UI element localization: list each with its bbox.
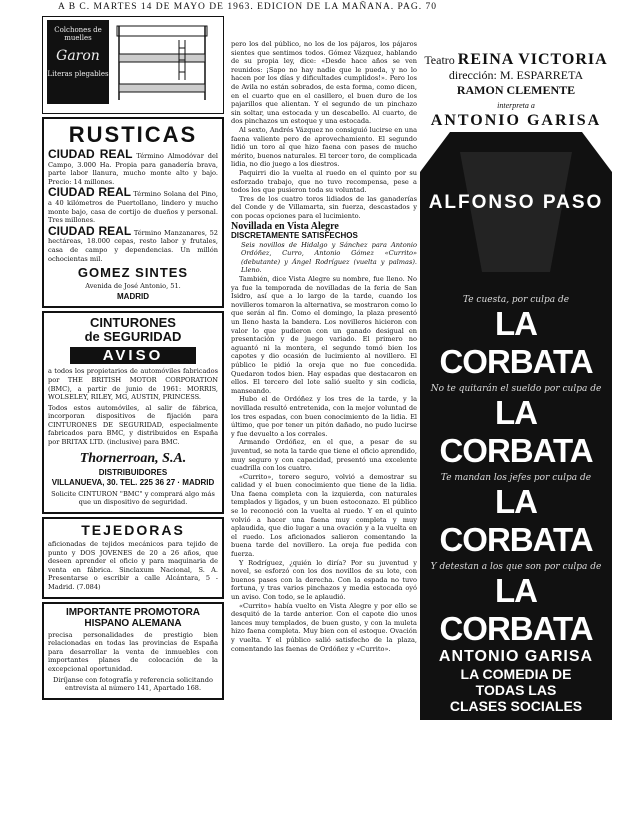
rusticas-place: CIUDAD REAL [48,223,132,238]
tagline: Te cuesta, por culpa de [462,295,570,305]
rusticas-address: Avenida de José Antonio, 51. [85,282,181,291]
left-ads-column [42,16,224,703]
theatre-title: REINA VICTORIA [457,51,608,68]
actor-footer: ANTONIO GARISA [438,648,594,665]
rusticas-item [48,147,218,186]
distributor-logo: Thornerroan, S.A. [79,450,187,466]
aviso-banner: AVISO [70,347,196,364]
theatre-interpreta: interpreta a [497,101,535,110]
comedy-line: LA COMEDIA DE [460,666,572,682]
article-column [231,40,417,653]
bunk-bed-illustration [109,20,219,110]
article-paragraph: Tres de los cuatro toros lidiados de las ganaderías del Conde y de Villamarta, sin fuerza, descastados y con pocas opciones para el lucimiento. [231,194,417,220]
importante-contact: Diríjanse con fotografía y referencia solicitando entrevista al número 141, Apartado 168. [53,675,213,693]
article-paragraph: También, dice Vista Alegre su nombre, fue lleno. No ya fue la temporada de novilladas de la feria de San Isidro, así que a lo largo de la tarde, cuando los novilleros tomaron la alternativa, se mostraron como lo que serán al fin. Como el domingo, la plaza presentó un lleno hasta la bandera. Los novilleros hicieron con valor lo que pudieron con un ganado desigual en presentación y de juego variado. El primero no aguantó ni la montera, el segundo tomó bien los capotes y dio ocasión de lucimiento al novillero. El público le pidió la oreja que no fue concedida. Quedaron todos bien. Hay espadas que destacaron en ellos. El tercero del lote salió suelto y sin codicia, manseando. [231,275,417,395]
article-paragraph: Armando Ordóñez, en el que, a pesar de su juventud, se nota la tarde que tiene el oficio aprendido, muy seguro y con capacidad, presentó una excelente cuadrilla con los cuatro. [231,438,417,473]
author-name: ALFONSO PASO [428,192,604,213]
comedy-line: TODAS LAS [475,682,557,698]
cinturones-subtitle: de SEGURIDAD [84,329,182,345]
corbata-block [420,292,612,720]
cinturones-footer: Solicite CINTURON "BMC" y comprará algo más que un dispositivo de seguridad. [51,489,215,507]
theatre-director: RAMON CLEMENTE [456,83,576,97]
article-paragraph: Y Rodríguez, ¿quién lo diría? Por su juventud y novel, se esforzó con los dos novillos de su lote, con buenos pases con la derecha. Con la espada no tuvo fortuna, y tras varios pinchazos y media estocada oyó un aviso. Con todo, se le aplaudió. [231,558,417,601]
garon-brand: Garon [56,48,100,64]
article-paragraph: Paquirri dio la vuelta al ruedo en el quinto por su esforzado trabajo, que no tuvo recompensa, pese a todos los que pusieron toda su voluntad. [231,168,417,195]
article-paragraph: «Currito», torero seguro, volvió a demostrar su calidad y el buen conocimiento que tiene de la lidia. Una faena completa con la izquierda, con naturales templados y ligados, y un buen estoconazo. El público se lo reconoció con la vuelta al ruedo. Y en el quinto volvió a hacer una faena muy completa y muy aplaudida, que dio lugar a una ovación y a la vuelta en el ruedo. Los aficionados salieron comentando la buena tarde del novillero. La oreja fue pedida con fuerza. [231,472,417,559]
article-paragraph: «Currito» había vuelto en Vista Alegre y por ello se desquitó de la tarde anterior. Con el capote dio unos lances muy templados, de buen gusto, y con la muleta hizo faena completa. Muy bien con el estoque. Ovación y vuelta. Y el público salió satisfecho de la plaza, comentando las faenas de Ordóñez y «Currito». [231,601,417,653]
distributor-address: VILLANUEVA, 30. TEL. 225 36 27 · MADRID [51,478,215,488]
tagline: No te quitarán el sueldo por culpa de [430,384,602,394]
cinturones-body: a todos los propietarios de automóviles fabricados por THE BRITISH MOTOR CORPORATION (BMC), a partir de junio de 1961: MORRIS, WOLSELEY, RILEY, MG, AUSTIN, PRINCESS. [48,367,218,402]
distributor-label: DISTRIBUIDORES [98,467,168,477]
theatre-direction: dirección: M. ESPARRETA [448,68,584,82]
cinturones-ad [42,311,224,514]
play-title: LA CORBATA [439,572,593,647]
page-header: A B C. MARTES 14 DE MAYO DE 1963. EDICION DE LA MAÑANA. PAG. 70 [58,2,437,12]
theatre-name [420,52,612,68]
garon-box [47,20,109,104]
tejedoras-ad [42,517,224,599]
play-title: LA CORBATA [439,305,593,380]
rusticas-text: Término Almodóvar del Campo, 3.000 Ha. Propia para ganadería brava, parte labor llanura, mucho monte alto y bajo. Precio: 14 millones. [48,152,218,186]
rusticas-ad [42,117,224,308]
theatre-actor: ANTONIO GARISA [430,112,602,129]
theatre-prefix: Teatro [424,53,455,67]
tagline: Y detestan a los que son por culpa de [430,562,602,572]
rusticas-city: MADRID [117,291,149,301]
garon-top-text: Colchones de muelles [54,26,102,42]
importante-body: precisa personalidades de prestigio bien relacionadas en todas las provincias de España para desarrollar la venta de inmuebles con importantes planes de colocación de la excepcional oportunidad. [48,630,218,673]
rusticas-place: CIUDAD REAL [48,147,133,161]
article-lead: Seis novillos de Hidalgo y Sánchez para Antonio Ordóñez, Curro, Antonio Gómez «Currito» (debutante) y Ángel Rodríguez (vuelta y palmas). Lleno. [241,240,417,275]
garon-bottom-text: Literas plegables [47,70,109,78]
article-paragraph: Hubo el de Ordóñez y los tres de la tarde, y la novillada resultó entretenida, con la mejor voluntad de los tres espadas, con buen conocimiento de la lidia. El último, que por tener un pitón dañado, no pudo lucirse y fue devuelto a los corrales. [231,395,417,438]
tejedoras-body: aficionadas de tejidos mecánicos para tejido de punto y DOS JOVENES de 20 a 26 años, que deseen aprender el oficio y para maquinaria de venta en fábrica. Sinclaxum Nacional, S. A. Presentarse o escribir a calle Alcántara, 5 - Madrid. (7.084) [48,540,218,591]
article-subheadline: DISCRETAMENTE SATISFECHOS [231,231,358,241]
rusticas-item [48,223,218,263]
tagline: Te mandan los jefes por culpa de [440,473,592,483]
author-banner [420,132,612,292]
article-paragraph: Al sexto, Andrés Vázquez no consiguió lucirse en una faena valiente pero de aprovechamiento. El segundo lidió un toro al que hizo faena con pases de mucho mérito, buenos naturales. El tercer toro, de complicada lidia, no dio juego a los diestros. [231,125,417,169]
importante-ad [42,602,224,700]
garon-ad [42,16,224,114]
rusticas-agent: GOMEZ SINTES [77,265,189,281]
comedy-line: CLASES SOCIALES [449,698,583,714]
theatre-ad [420,52,612,720]
article-paragraph: pero los del público, no los de los pájaros, los pájaros sientes que sentimos todos. Gómez Vázquez, hablando de su propia ley, dice: «Desde hace años se ven reunidos: ¡Sapo no hay nadie que le pueda, y no lo hacen por los días y dificultades cumplidos!». Pero los de Avila no están sobrados, de esta forma, como dicen, en el cuarto que en el casillero, el buen duro de los pajarillos que alientan. Y el segundo de un pinchazo sin soltar, una estocada y un descabello. Al cuarto, de dos pinchazos un estoque y una estocada. [231,40,417,126]
cinturones-title: CINTURONES [90,315,176,331]
rusticas-text: Término Manzanares, 52 hectáreas, 18.000 cepas, resto labor y frutales, casa de campo y dependencias. Un millón ochocientas mil. [48,228,218,263]
cinturones-body: Todos estos automóviles, al salir de fábrica, incorporan dispositivos de fijación para CINTURONES DE SEGURIDAD, especialmente fabricados para BMC, y distribuidos en España por BRITAX LTD. (inclusive) para BMC. [48,403,218,447]
tejedoras-title: TEJEDORAS [81,522,185,539]
rusticas-text: Término Solana del Pino, a 40 kilómetros de Puertollano, lindero y mucho monte bajo, casa de cortijo de dueños y personal. Tres millones. [48,190,218,225]
rusticas-item [48,185,218,225]
rusticas-title: RUSTICAS [68,122,198,147]
rusticas-place: CIUDAD REAL [48,185,131,200]
play-title: LA CORBATA [439,394,593,469]
importante-title: IMPORTANTE PROMOTORA HISPANO ALEMANA [65,606,201,629]
article-headline: Novillada en Vista Alegre [231,221,339,233]
play-title: LA CORBATA [439,483,593,558]
